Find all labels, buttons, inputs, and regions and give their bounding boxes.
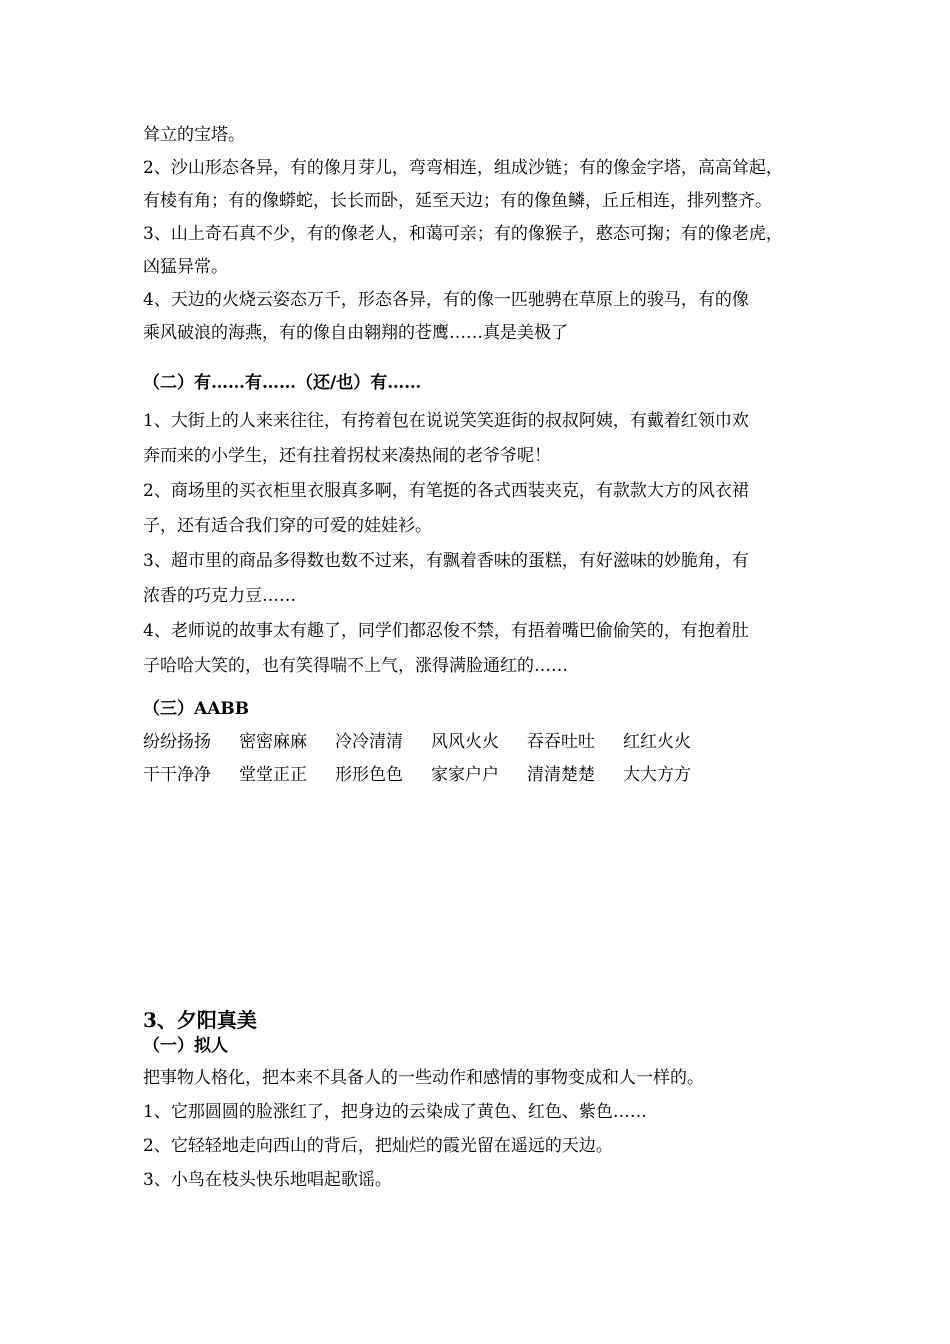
text-line: 乘风破浪的海燕，有的像自由翱翔的苍鹰……真是美极了 xyxy=(143,323,568,343)
word: 家家户户 xyxy=(431,765,499,785)
word-row xyxy=(143,726,823,759)
text-line: 有棱有角；有的像蟒蛇，长长而卧，延至天边；有的像鱼鳞，丘丘相连，排列整齐。 xyxy=(143,191,772,211)
section-heading: （一）拟人 xyxy=(143,1036,228,1056)
word: 清清楚楚 xyxy=(527,765,595,785)
word-row xyxy=(143,759,823,792)
section-heading: （三）AABB xyxy=(143,699,250,719)
word: 形形色色 xyxy=(335,765,403,785)
word: 红红火火 xyxy=(623,732,691,752)
text-line: 3、小鸟在枝头快乐地唱起歌谣。 xyxy=(143,1170,392,1190)
word: 纷纷扬扬 xyxy=(143,732,211,752)
text-line: 凶猛异常。 xyxy=(143,257,228,277)
text-line: 把事物人格化，把本来不具备人的一些动作和感情的事物变成和人一样的。 xyxy=(143,1068,704,1088)
chapter-three xyxy=(143,1007,823,1197)
text-line: 1、大街上的人来来往往，有挎着包在说说笑笑逛街的叔叔阿姨，有戴着红领巾欢 xyxy=(143,411,749,431)
text-line: 3、山上奇石真不少，有的像老人，和蔼可亲；有的像猴子，憨态可掬；有的像老虎， xyxy=(143,224,783,244)
word: 干干净净 xyxy=(143,765,211,785)
text-line: 1、它那圆圆的脸涨红了，把身边的云染成了黄色、红色、紫色…… xyxy=(143,1102,647,1122)
chapter-title: 3、夕阳真美 xyxy=(143,1008,257,1032)
word: 大大方方 xyxy=(623,765,691,785)
word: 吞吞吐吐 xyxy=(527,732,595,752)
word: 堂堂正正 xyxy=(239,765,307,785)
text-line: 浓香的巧克力豆…… xyxy=(143,586,296,606)
word: 风风火火 xyxy=(431,732,499,752)
section-two-body xyxy=(143,404,823,684)
section-heading: （二）有……有……（还/也）有…… xyxy=(143,373,422,393)
text-line: 奔而来的小学生，还有拄着拐杖来凑热闹的老爷爷呢！ xyxy=(143,446,551,466)
word: 密密麻麻 xyxy=(239,732,307,752)
text-line: 2、它轻轻地走向西山的背后，把灿烂的霞光留在遥远的天边。 xyxy=(143,1136,613,1156)
text-line: 3、超市里的商品多得数也数不过来，有飘着香味的蛋糕，有好滋味的妙脆角，有 xyxy=(143,551,749,571)
word: 冷冷清清 xyxy=(335,732,403,752)
text-line: 4、天边的火烧云姿态万千，形态各异，有的像一匹驰骋在草原上的骏马，有的像 xyxy=(143,290,749,310)
text-line: 4、老师说的故事太有趣了，同学们都忍俊不禁，有捂着嘴巴偷偷笑的，有抱着肚 xyxy=(143,621,749,641)
section-top-examples xyxy=(143,119,823,350)
text-line: 2、商场里的买衣柜里衣服真多啊，有笔挺的各式西装夹克，有款款大方的风衣裙 xyxy=(143,481,749,501)
section-three xyxy=(143,694,823,792)
text-line: 耸立的宝塔。 xyxy=(143,125,245,145)
text-line: 子，还有适合我们穿的可爱的娃娃衫。 xyxy=(143,516,432,536)
section-two xyxy=(143,368,823,398)
text-line: 子哈哈大笑的，也有笑得喘不上气，涨得满脸通红的…… xyxy=(143,656,568,676)
text-line: 2、沙山形态各异，有的像月芽儿，弯弯相连，组成沙链；有的像金字塔，高高耸起， xyxy=(143,158,783,178)
